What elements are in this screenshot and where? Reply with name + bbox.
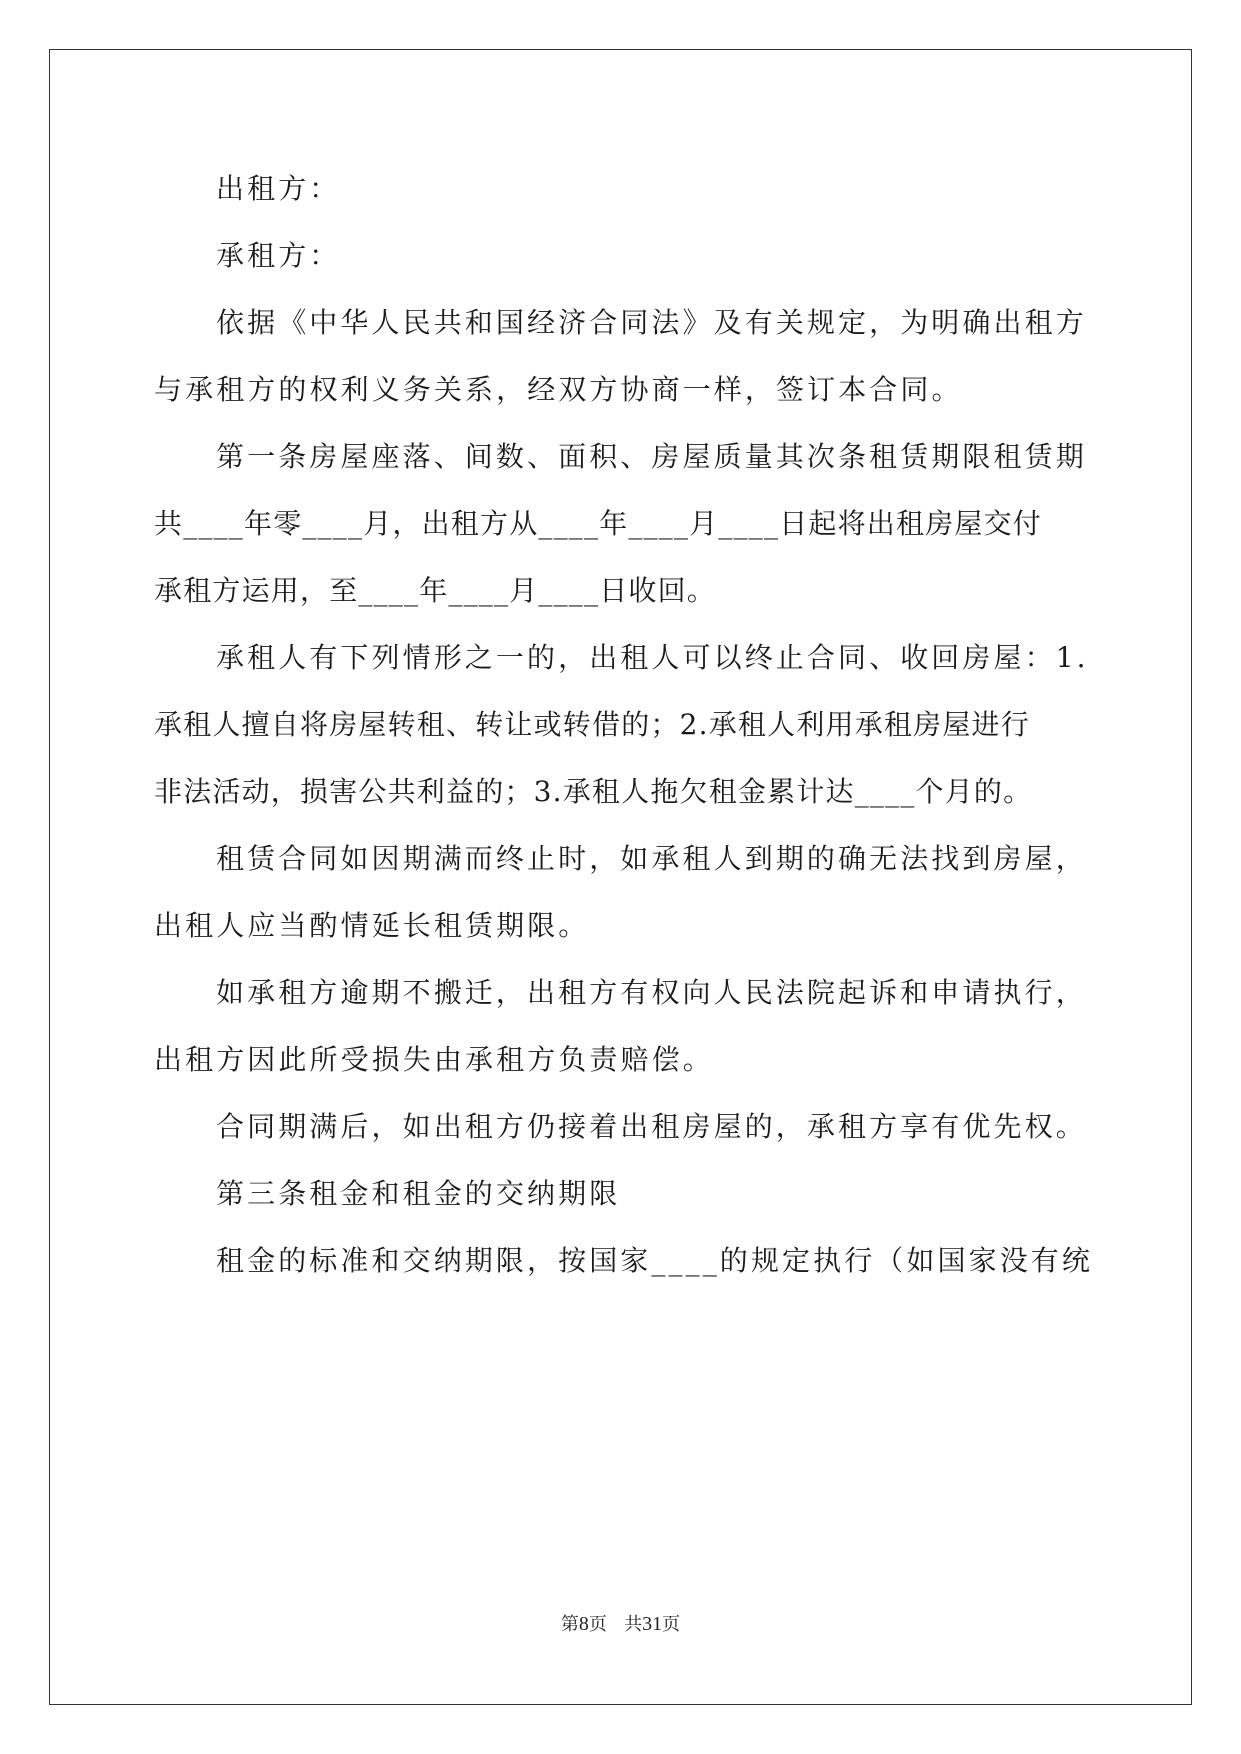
text-line: 依据《中华人民共和国经济合同法》及有关规定，为明确出租方: [216, 306, 1087, 339]
text-line: 租金的标准和交纳期限，按国家____的规定执行（如国家没有统: [216, 1244, 1094, 1277]
page-prefix: 第: [560, 1614, 579, 1635]
total-suffix: 页: [662, 1614, 681, 1635]
text-line: 出租方因此所受损失由承租方负责赔偿。: [154, 1043, 714, 1076]
text-line: 承租方：: [216, 239, 341, 272]
total-page-count: 31: [642, 1613, 663, 1635]
text-line: 共____年零____月，出租方从____年____月____日起将出租房屋交付: [154, 507, 1043, 540]
text-line: 第一条房屋座落、间数、面积、房屋质量其次条租赁期限租赁期: [216, 440, 1087, 473]
text-line: 出租人应当酌情延长租赁期限。: [154, 909, 590, 942]
text-line: 承租人擅自将房屋转租、转让或转借的；2.承租人利用承租房屋进行: [154, 708, 1030, 741]
page-suffix: 页: [588, 1614, 607, 1635]
document-body: [154, 155, 1094, 1294]
text-line: 租赁合同如因期满而终止时，如承租人到期的确无法找到房屋，: [216, 842, 1087, 875]
total-prefix: 共: [624, 1614, 643, 1635]
text-line: 如承租方逾期不搬迁，出租方有权向人民法院起诉和申请执行，: [216, 976, 1087, 1009]
text-line: 承租方运用，至____年____月____日收回。: [154, 574, 717, 607]
text-line: 与承租方的权利义务关系，经双方协商一样，签订本合同。: [154, 373, 963, 406]
text-line: 出租方：: [216, 172, 341, 205]
page-footer: [0, 1612, 1241, 1637]
text-line: 非法活动，损害公共利益的；3.承租人拖欠租金累计达____个月的。: [154, 775, 1033, 808]
text-line: 第三条租金和租金的交纳期限: [216, 1177, 621, 1210]
text-line: 合同期满后，如出租方仍接着出租房屋的，承租方享有优先权。: [216, 1110, 1087, 1143]
current-page-number: 8: [578, 1613, 589, 1635]
text-line: 承租人有下列情形之一的，出租人可以终止合同、收回房屋：1.: [216, 641, 1089, 674]
